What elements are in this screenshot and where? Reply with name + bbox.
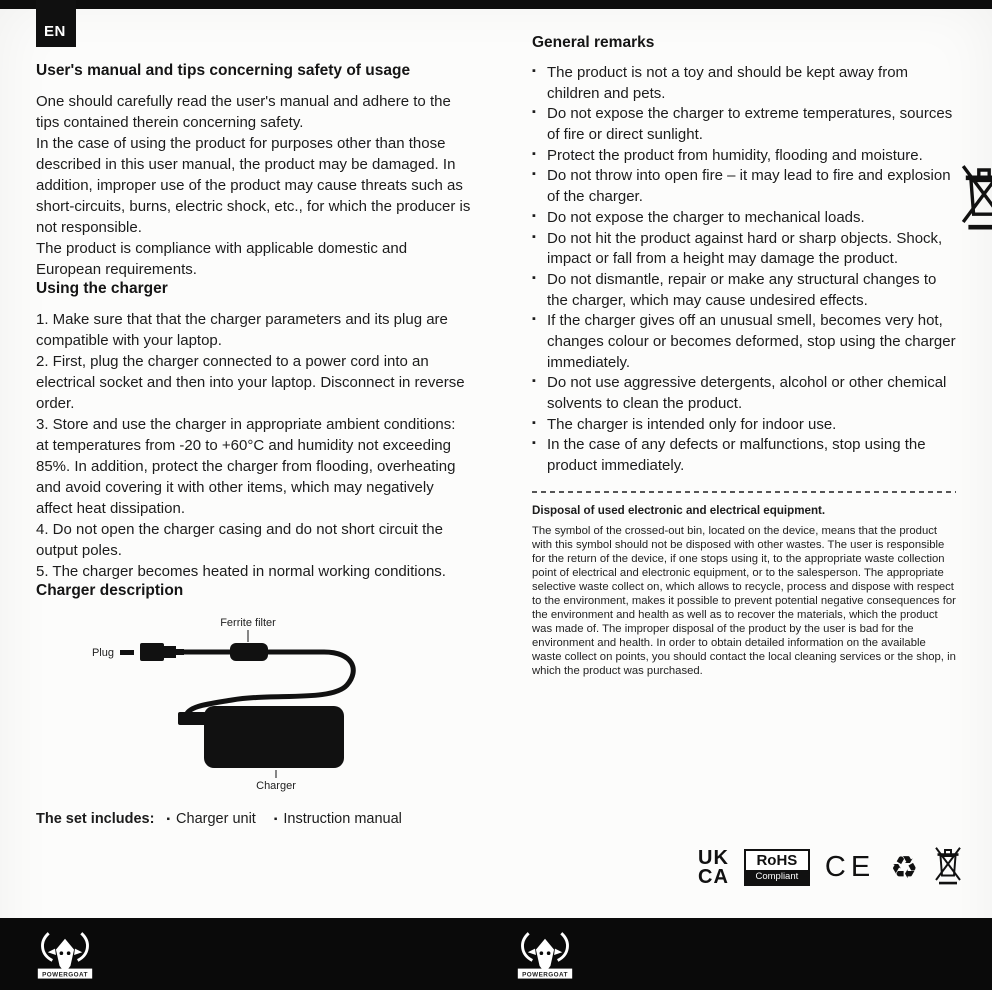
remark-item: ▪ Do not hit the product against hard or sharp objects. Shock, impact or fall from a height may damage the product. — [532, 229, 956, 270]
section-title-charger-description: Charger description — [36, 582, 184, 599]
charger-diagram-drawing — [36, 614, 472, 792]
footer-black-bar — [0, 918, 992, 990]
weee-bin-icon — [933, 845, 963, 890]
ferrite-filter-shape — [230, 643, 268, 661]
powergoat-logo — [516, 926, 574, 989]
remark-item: ▪ The charger is intended only for indoor use. — [532, 415, 956, 436]
ferrite-filter-label: Ferrite filter — [220, 617, 276, 629]
general-remarks-list — [532, 63, 956, 477]
step-item: 5. The charger becomes heated in normal working conditions. — [36, 563, 446, 580]
charger-diagram — [36, 614, 472, 797]
powergoat-banner-text: POWERGOAT — [522, 971, 568, 979]
remark-item: ▪ Protect the product from humidity, flooding and moisture. — [532, 146, 956, 167]
set-includes-item: ▪ Charger unit — [166, 811, 255, 827]
remark-item: ▪ Do not expose the charger to extreme temperatures, sources of fire or direct sunlight. — [532, 104, 956, 145]
disposal-title: Disposal of used electronic and electrical equipment. — [532, 503, 826, 517]
rohs-mark — [744, 849, 810, 886]
step-item: 2. First, plug the charger connected to a power cord into an electrical socket and then into your laptop. Disconnect in reverse order. — [36, 353, 465, 412]
using-charger-steps — [36, 309, 472, 582]
recycle-icon: ♻ — [890, 850, 918, 885]
remark-item: ▪ The product is not a toy and should be kept away from children and pets. — [532, 63, 956, 104]
ukca-mark — [698, 846, 729, 888]
remark-item: ▪ Do not dismantle, repair or make any structural changes to the charger, which may cause undesired effects. — [532, 270, 956, 311]
step-item: 1. Make sure that that the charger parameters and its plug are compatible with your laptop. — [36, 311, 448, 349]
step-item: 4. Do not open the charger casing and do not short circuit the output poles. — [36, 521, 443, 559]
remark-item: ▪ If the charger gives off an unusual smell, becomes very hot, changes colour or becomes deformed, stop using the charger immediately. — [532, 311, 956, 373]
dc-connector-shape — [178, 712, 206, 725]
set-includes-label: The set includes: — [36, 811, 155, 827]
disposal-body: The symbol of the crossed-out bin, located on the device, means that the product with this symbol should not be disposed with other wastes. The user is responsible for the return of the device, if one stops using it, to the appropriate waste collection point of electrical and electronic equipment, or to the salesperson. The appropriate selective waste collect on, which allows to recycle, process and dispose with respect to the environment, makes it possible to prevent potential negative consequences for the environment and health as well as to recover the materials, which the product was made of. The improper disposal of the product by the user is bad for the environment and health. In order to obtain detailed information on the available waste collect on points, you should contact the local cleaning services or the shop, in which the product was purchased. — [532, 524, 956, 677]
page-edge-bin-icon — [958, 146, 992, 251]
section-title-general-remarks: General remarks — [532, 34, 655, 51]
step-item: 3. Store and use the charger in appropriate ambient conditions: at temperatures from -20 to +60°C and humidity not exceeding 85%. In addition, protect the charger from flooding, overheating and avoid covering it with other items, which may negatively affect heat dissipation. — [36, 416, 456, 517]
language-badge: EN — [36, 0, 76, 47]
top-black-strip — [0, 0, 992, 9]
compliance-marks-row — [698, 845, 963, 890]
charger-body-shape — [204, 706, 344, 768]
remark-item: ▪ Do not expose the charger to mechanical loads. — [532, 208, 956, 229]
usage-paragraph: The product is compliance with applicable domestic and European requirements. — [36, 240, 408, 278]
dashed-divider — [532, 491, 956, 493]
plug-connector-shape — [140, 643, 184, 661]
rohs-label: RoHS — [756, 852, 798, 869]
usage-paragraphs — [36, 91, 472, 280]
remark-item: ▪ Do not throw into open fire – it may lead to fire and explosion of the charger. — [532, 166, 956, 207]
powergoat-logo — [36, 926, 94, 989]
right-column — [532, 34, 956, 678]
powergoat-banner-text: POWERGOAT — [42, 971, 88, 979]
left-column — [36, 62, 472, 827]
set-includes-item: ▪ Instruction manual — [274, 811, 402, 827]
usage-paragraph: One should carefully read the user's manual and adhere to the tips contained therein concerning safety. — [36, 93, 451, 131]
usage-paragraph: In the case of using the product for purposes other than those described in this user manual, the product may be damaged. In addition, improper use of the product may cause threats such as short-circuits, burns, electric shock, etc., for which the producer is not responsible. — [36, 135, 471, 236]
remark-item: ▪ Do not use aggressive detergents, alcohol or other chemical solvents to clean the product. — [532, 373, 956, 414]
ukca-line-ca: CA — [698, 865, 729, 888]
remark-item: ▪ In the case of any defects or malfunctions, stop using the product immediately. — [532, 435, 956, 476]
ukca-line-uk: UK — [698, 846, 729, 869]
plug-pointer — [120, 650, 134, 655]
charger-label: Charger — [256, 780, 296, 792]
rohs-compliant-label: Compliant — [746, 870, 808, 884]
ce-mark: CE — [824, 851, 876, 883]
section-title-usage: User's manual and tips concerning safety of usage — [36, 62, 411, 79]
plug-label: Plug — [91, 647, 114, 659]
set-includes-row — [36, 811, 472, 827]
section-title-using-charger: Using the charger — [36, 280, 168, 297]
